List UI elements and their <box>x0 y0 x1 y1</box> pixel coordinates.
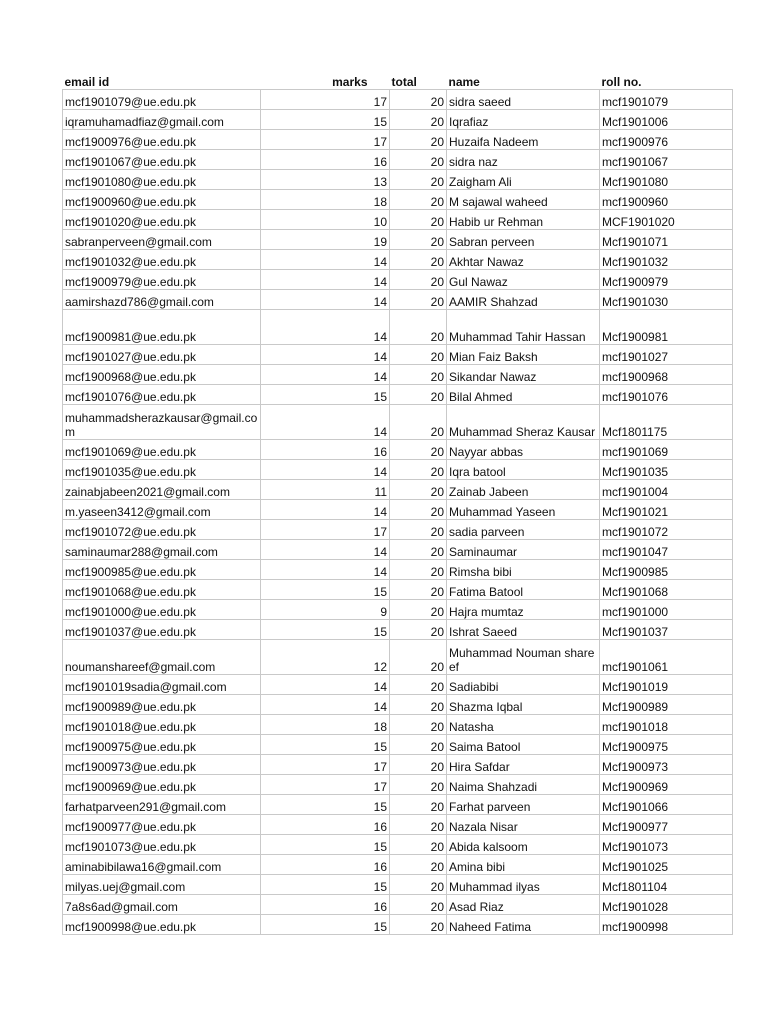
cell-total[interactable]: 20 <box>390 440 447 460</box>
table-row <box>63 270 733 290</box>
cell-name[interactable]: Saminaumar <box>447 540 600 560</box>
cell-roll[interactable]: mcf1901000 <box>600 600 733 620</box>
cell-roll[interactable]: Mcf1901025 <box>600 855 733 875</box>
cell-email[interactable]: mcf1901019sadia@gmail.com <box>63 675 261 695</box>
cell-total[interactable]: 20 <box>390 620 447 640</box>
cell-total[interactable]: 20 <box>390 110 447 130</box>
cell-roll[interactable]: mcf1901061 <box>600 640 733 675</box>
cell-name[interactable]: Muhammad ilyas <box>447 875 600 895</box>
cell-total[interactable]: 20 <box>390 715 447 735</box>
cell-email[interactable]: mcf1900979@ue.edu.pk <box>63 270 261 290</box>
cell-name[interactable]: Gul Nawaz <box>447 270 600 290</box>
cell-marks[interactable]: 16 <box>261 440 390 460</box>
cell-total[interactable]: 20 <box>390 170 447 190</box>
header-marks: marks <box>332 75 368 89</box>
cell-total[interactable]: 20 <box>390 855 447 875</box>
cell-marks[interactable]: 11 <box>261 480 390 500</box>
header-total: total <box>391 75 417 89</box>
cell-roll[interactable]: Mcf1901019 <box>600 675 733 695</box>
cell-marks[interactable]: 19 <box>261 230 390 250</box>
cell-roll[interactable]: mcf1900976 <box>600 130 733 150</box>
cell-marks[interactable]: 15 <box>261 915 390 935</box>
cell-total[interactable]: 20 <box>390 385 447 405</box>
cell-total[interactable]: 20 <box>390 460 447 480</box>
cell-marks[interactable]: 16 <box>261 150 390 170</box>
table-row <box>63 500 733 520</box>
cell-name[interactable]: M sajawal waheed <box>447 190 600 210</box>
header-name: name <box>448 75 480 89</box>
table-row <box>63 290 733 310</box>
cell-email[interactable]: mcf1901076@ue.edu.pk <box>63 385 261 405</box>
cell-total[interactable]: 20 <box>390 345 447 365</box>
cell-name[interactable]: Rimsha bibi <box>447 560 600 580</box>
cell-roll[interactable]: Mcf1801104 <box>600 875 733 895</box>
cell-name[interactable]: Iqrafiaz <box>447 110 600 130</box>
cell-marks[interactable]: 14 <box>261 460 390 480</box>
cell-roll[interactable]: Mcf1901080 <box>600 170 733 190</box>
cell-name[interactable]: Hira Safdar <box>447 755 600 775</box>
cell-name[interactable]: Nayyar abbas <box>447 440 600 460</box>
cell-email[interactable]: mcf1901027@ue.edu.pk <box>63 345 261 365</box>
cell-roll[interactable]: Mcf1900977 <box>600 815 733 835</box>
cell-total[interactable]: 20 <box>390 755 447 775</box>
cell-name[interactable]: Farhat parveen <box>447 795 600 815</box>
cell-name[interactable]: Sikandar Nawaz <box>447 365 600 385</box>
table-row <box>63 560 733 580</box>
cell-email[interactable]: mcf1901032@ue.edu.pk <box>63 250 261 270</box>
cell-email[interactable]: mcf1900975@ue.edu.pk <box>63 735 261 755</box>
table-row <box>63 915 733 935</box>
cell-email[interactable]: mcf1900977@ue.edu.pk <box>63 815 261 835</box>
cell-name[interactable]: Sabran perveen <box>447 230 600 250</box>
cell-name[interactable]: Zaigham Ali <box>447 170 600 190</box>
cell-roll[interactable]: Mcf1900985 <box>600 560 733 580</box>
cell-marks[interactable]: 16 <box>261 895 390 915</box>
cell-name[interactable]: Muhammad Sheraz Kausar <box>447 405 600 440</box>
cell-marks[interactable]: 15 <box>261 580 390 600</box>
cell-email[interactable]: mcf1901079@ue.edu.pk <box>63 90 261 110</box>
cell-name[interactable]: Abida kalsoom <box>447 835 600 855</box>
cell-email[interactable]: mcf1901037@ue.edu.pk <box>63 620 261 640</box>
table-row <box>63 875 733 895</box>
table-row <box>63 210 733 230</box>
cell-roll[interactable]: Mcf1901037 <box>600 620 733 640</box>
cell-marks[interactable]: 14 <box>261 405 390 440</box>
cell-email[interactable]: mcf1901035@ue.edu.pk <box>63 460 261 480</box>
cell-total[interactable]: 20 <box>390 230 447 250</box>
cell-roll[interactable]: Mcf1901006 <box>600 110 733 130</box>
cell-email[interactable]: mcf1900989@ue.edu.pk <box>63 695 261 715</box>
table-row <box>63 440 733 460</box>
cell-total[interactable]: 20 <box>390 520 447 540</box>
cell-name[interactable]: Shazma Iqbal <box>447 695 600 715</box>
cell-name[interactable]: Natasha <box>447 715 600 735</box>
cell-email[interactable]: mcf1901073@ue.edu.pk <box>63 835 261 855</box>
cell-email[interactable]: m.yaseen3412@gmail.com <box>63 500 261 520</box>
table-row <box>63 405 733 440</box>
cell-marks[interactable]: 10 <box>261 210 390 230</box>
cell-email[interactable]: muhammadsherazkausar@gmail.com <box>63 405 261 440</box>
table-row <box>63 540 733 560</box>
cell-marks[interactable]: 16 <box>261 855 390 875</box>
cell-email[interactable]: mcf1901067@ue.edu.pk <box>63 150 261 170</box>
cell-total[interactable]: 20 <box>390 600 447 620</box>
header-roll: roll no. <box>601 75 642 89</box>
cell-email[interactable]: aminabibilawa16@gmail.com <box>63 855 261 875</box>
cell-marks[interactable]: 15 <box>261 735 390 755</box>
cell-marks[interactable]: 17 <box>261 520 390 540</box>
cell-roll[interactable]: mcf1900960 <box>600 190 733 210</box>
cell-email[interactable]: mcf1901018@ue.edu.pk <box>63 715 261 735</box>
cell-name[interactable]: Nazala Nisar <box>447 815 600 835</box>
table-row <box>63 755 733 775</box>
cell-name[interactable]: Huzaifa Nadeem <box>447 130 600 150</box>
table-row <box>63 190 733 210</box>
cell-email[interactable]: mcf1900973@ue.edu.pk <box>63 755 261 775</box>
table-row <box>63 580 733 600</box>
cell-marks[interactable]: 9 <box>261 600 390 620</box>
cell-total[interactable]: 20 <box>390 875 447 895</box>
cell-total[interactable]: 20 <box>390 560 447 580</box>
table-row <box>63 250 733 270</box>
cell-marks[interactable]: 14 <box>261 365 390 385</box>
cell-roll[interactable]: Mcf1900975 <box>600 735 733 755</box>
cell-email[interactable]: saminaumar288@gmail.com <box>63 540 261 560</box>
cell-roll[interactable]: Mcf1901028 <box>600 895 733 915</box>
table-row <box>63 600 733 620</box>
cell-marks[interactable]: 18 <box>261 190 390 210</box>
cell-name[interactable]: Mian Faiz Baksh <box>447 345 600 365</box>
cell-roll[interactable]: Mcf1900989 <box>600 695 733 715</box>
cell-total[interactable]: 20 <box>390 210 447 230</box>
cell-total[interactable]: 20 <box>390 915 447 935</box>
table-row <box>63 310 733 345</box>
marks-table <box>62 70 733 935</box>
cell-email[interactable]: mcf1900985@ue.edu.pk <box>63 560 261 580</box>
table-row <box>63 815 733 835</box>
cell-roll[interactable]: mcf1901047 <box>600 540 733 560</box>
cell-total[interactable]: 20 <box>390 130 447 150</box>
cell-name[interactable]: Muhammad Tahir Hassan <box>447 310 600 345</box>
cell-name[interactable]: Amina bibi <box>447 855 600 875</box>
table-row <box>63 620 733 640</box>
cell-marks[interactable]: 14 <box>261 500 390 520</box>
cell-roll[interactable]: mcf1901067 <box>600 150 733 170</box>
table-row <box>63 150 733 170</box>
cell-marks[interactable]: 14 <box>261 250 390 270</box>
table-row <box>63 385 733 405</box>
cell-name[interactable]: Bilal Ahmed <box>447 385 600 405</box>
cell-roll[interactable]: Mcf1901032 <box>600 250 733 270</box>
cell-email[interactable]: mcf1901072@ue.edu.pk <box>63 520 261 540</box>
cell-total[interactable]: 20 <box>390 270 447 290</box>
cell-marks[interactable]: 14 <box>261 695 390 715</box>
header-email: email id <box>64 75 110 89</box>
cell-roll[interactable]: Mcf1900979 <box>600 270 733 290</box>
cell-total[interactable]: 20 <box>390 150 447 170</box>
cell-roll[interactable]: Mcf1901030 <box>600 290 733 310</box>
cell-marks[interactable]: 17 <box>261 755 390 775</box>
cell-total[interactable]: 20 <box>390 895 447 915</box>
table-row <box>63 640 733 675</box>
cell-email[interactable]: mcf1900968@ue.edu.pk <box>63 365 261 385</box>
cell-name[interactable]: Fatima Batool <box>447 580 600 600</box>
cell-name[interactable]: Zainab Jabeen <box>447 480 600 500</box>
cell-roll[interactable]: mcf1901076 <box>600 385 733 405</box>
cell-roll[interactable]: Mcf1901035 <box>600 460 733 480</box>
cell-total[interactable]: 20 <box>390 250 447 270</box>
cell-total[interactable]: 20 <box>390 190 447 210</box>
table-row <box>63 130 733 150</box>
table-row <box>63 230 733 250</box>
table-row <box>63 110 733 130</box>
cell-email[interactable]: mcf1901069@ue.edu.pk <box>63 440 261 460</box>
table-row <box>63 90 733 110</box>
cell-roll[interactable]: mcf1900968 <box>600 365 733 385</box>
cell-email[interactable]: mcf1901000@ue.edu.pk <box>63 600 261 620</box>
cell-total[interactable]: 20 <box>390 640 447 675</box>
cell-marks[interactable]: 14 <box>261 290 390 310</box>
cell-roll[interactable]: mcf1901027 <box>600 345 733 365</box>
table-row <box>63 895 733 915</box>
cell-name[interactable]: Iqra batool <box>447 460 600 480</box>
cell-roll[interactable]: mcf1900998 <box>600 915 733 935</box>
cell-total[interactable]: 20 <box>390 310 447 345</box>
cell-email[interactable]: mcf1900981@ue.edu.pk <box>63 310 261 345</box>
cell-marks[interactable]: 14 <box>261 310 390 345</box>
cell-email[interactable]: farhatparveen291@gmail.com <box>63 795 261 815</box>
cell-name[interactable]: Naheed Fatima <box>447 915 600 935</box>
cell-roll[interactable]: Mcf1901068 <box>600 580 733 600</box>
cell-email[interactable]: aamirshazd786@gmail.com <box>63 290 261 310</box>
cell-marks[interactable]: 15 <box>261 795 390 815</box>
cell-marks[interactable]: 16 <box>261 815 390 835</box>
cell-email[interactable]: iqramuhamadfiaz@gmail.com <box>63 110 261 130</box>
cell-name[interactable]: Hajra mumtaz <box>447 600 600 620</box>
cell-name[interactable]: Muhammad Yaseen <box>447 500 600 520</box>
cell-total[interactable]: 20 <box>390 675 447 695</box>
cell-total[interactable]: 20 <box>390 735 447 755</box>
cell-email[interactable]: zainabjabeen2021@gmail.com <box>63 480 261 500</box>
cell-name[interactable]: Asad Riaz <box>447 895 600 915</box>
cell-total[interactable]: 20 <box>390 580 447 600</box>
cell-email[interactable]: mcf1901080@ue.edu.pk <box>63 170 261 190</box>
cell-marks[interactable]: 14 <box>261 675 390 695</box>
table-row <box>63 480 733 500</box>
cell-total[interactable]: 20 <box>390 365 447 385</box>
table-row <box>63 795 733 815</box>
cell-email[interactable]: mcf1900969@ue.edu.pk <box>63 775 261 795</box>
cell-marks[interactable]: 13 <box>261 170 390 190</box>
cell-roll[interactable]: mcf1901079 <box>600 90 733 110</box>
cell-marks[interactable]: 15 <box>261 835 390 855</box>
cell-marks[interactable]: 15 <box>261 875 390 895</box>
cell-name[interactable]: sidra saeed <box>447 90 600 110</box>
cell-marks[interactable]: 15 <box>261 110 390 130</box>
cell-marks[interactable]: 17 <box>261 90 390 110</box>
cell-roll[interactable]: mcf1901069 <box>600 440 733 460</box>
cell-total[interactable]: 20 <box>390 775 447 795</box>
table-row <box>63 695 733 715</box>
cell-email[interactable]: sabranperveen@gmail.com <box>63 230 261 250</box>
cell-name[interactable]: Muhammad Nouman shareef <box>447 640 600 675</box>
header-row <box>63 70 733 90</box>
cell-roll[interactable]: MCF1901020 <box>600 210 733 230</box>
cell-marks[interactable]: 17 <box>261 775 390 795</box>
cell-roll[interactable]: Mcf1900973 <box>600 755 733 775</box>
cell-roll[interactable]: Mcf1900981 <box>600 310 733 345</box>
cell-roll[interactable]: Mcf1900969 <box>600 775 733 795</box>
table-row <box>63 715 733 735</box>
table-row <box>63 170 733 190</box>
cell-marks[interactable]: 17 <box>261 130 390 150</box>
table-row <box>63 835 733 855</box>
cell-name[interactable]: Akhtar Nawaz <box>447 250 600 270</box>
cell-total[interactable]: 20 <box>390 500 447 520</box>
cell-email[interactable]: mcf1901020@ue.edu.pk <box>63 210 261 230</box>
cell-marks[interactable]: 14 <box>261 540 390 560</box>
cell-name[interactable]: sadia parveen <box>447 520 600 540</box>
cell-roll[interactable]: Mcf1901073 <box>600 835 733 855</box>
cell-roll[interactable]: Mcf1901021 <box>600 500 733 520</box>
table-row <box>63 365 733 385</box>
cell-marks[interactable]: 18 <box>261 715 390 735</box>
cell-roll[interactable]: Mcf1901066 <box>600 795 733 815</box>
cell-total[interactable]: 20 <box>390 815 447 835</box>
table-row <box>63 775 733 795</box>
cell-email[interactable]: mcf1900976@ue.edu.pk <box>63 130 261 150</box>
table-row <box>63 345 733 365</box>
cell-name[interactable]: sidra naz <box>447 150 600 170</box>
cell-name[interactable]: Habib ur Rehman <box>447 210 600 230</box>
cell-marks[interactable]: 12 <box>261 640 390 675</box>
cell-roll[interactable]: Mcf1801175 <box>600 405 733 440</box>
cell-email[interactable]: milyas.uej@gmail.com <box>63 875 261 895</box>
table-row <box>63 520 733 540</box>
cell-email[interactable]: mcf1901068@ue.edu.pk <box>63 580 261 600</box>
cell-email[interactable]: mcf1900960@ue.edu.pk <box>63 190 261 210</box>
cell-total[interactable]: 20 <box>390 695 447 715</box>
cell-total[interactable]: 20 <box>390 290 447 310</box>
cell-total[interactable]: 20 <box>390 795 447 815</box>
table-row <box>63 675 733 695</box>
cell-total[interactable]: 20 <box>390 540 447 560</box>
cell-marks[interactable]: 14 <box>261 270 390 290</box>
cell-email[interactable]: noumanshareef@gmail.com <box>63 640 261 675</box>
cell-total[interactable]: 20 <box>390 405 447 440</box>
cell-roll[interactable]: mcf1901004 <box>600 480 733 500</box>
cell-name[interactable]: Ishrat Saeed <box>447 620 600 640</box>
cell-marks[interactable]: 15 <box>261 385 390 405</box>
cell-name[interactable]: Naima Shahzadi <box>447 775 600 795</box>
cell-email[interactable]: mcf1900998@ue.edu.pk <box>63 915 261 935</box>
cell-roll[interactable]: mcf1901072 <box>600 520 733 540</box>
cell-marks[interactable]: 14 <box>261 560 390 580</box>
cell-name[interactable]: AAMIR Shahzad <box>447 290 600 310</box>
cell-total[interactable]: 20 <box>390 835 447 855</box>
cell-total[interactable]: 20 <box>390 90 447 110</box>
cell-email[interactable]: 7a8s6ad@gmail.com <box>63 895 261 915</box>
cell-name[interactable]: Saima Batool <box>447 735 600 755</box>
cell-roll[interactable]: Mcf1901071 <box>600 230 733 250</box>
cell-marks[interactable]: 15 <box>261 620 390 640</box>
cell-total[interactable]: 20 <box>390 480 447 500</box>
table-row <box>63 460 733 480</box>
cell-roll[interactable]: mcf1901018 <box>600 715 733 735</box>
cell-name[interactable]: Sadiabibi <box>447 675 600 695</box>
spreadsheet <box>62 70 733 935</box>
table-row <box>63 735 733 755</box>
cell-marks[interactable]: 14 <box>261 345 390 365</box>
table-row <box>63 855 733 875</box>
